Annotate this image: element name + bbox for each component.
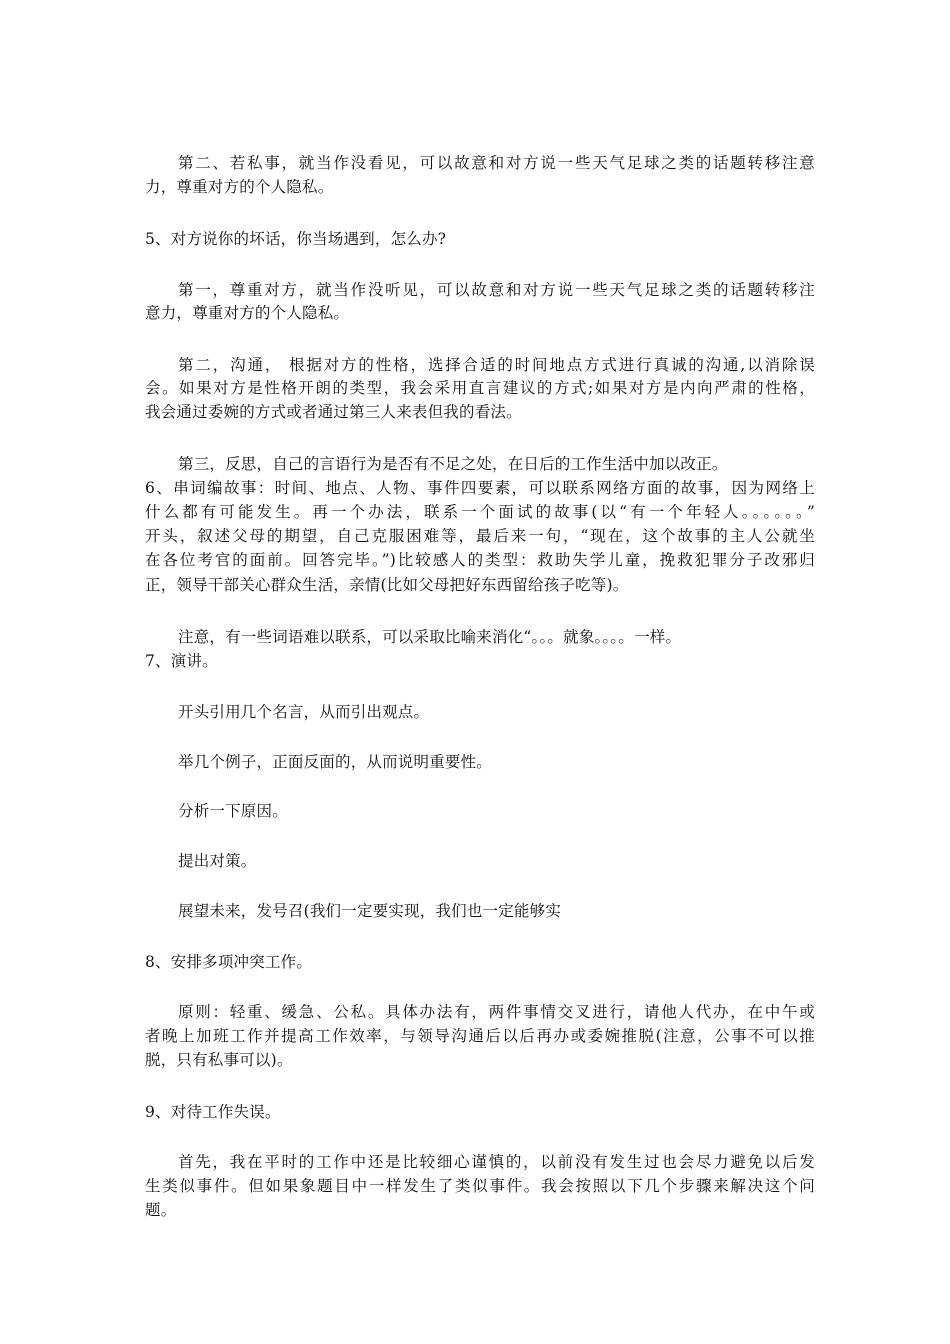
paragraph-line: 我会通过委婉的方式或者通过第三人来表但我的看法。 — [145, 403, 522, 421]
question-heading: 6、串词编故事：时间、地点、人物、事件四要素，可以联系网络方面的故事，因为网络上 — [145, 479, 815, 497]
question-heading: 5、对方说你的坏话，你当场遇到，怎么办? — [145, 230, 447, 248]
paragraph-line: 分析一下原因。 — [178, 802, 288, 820]
paragraph-line: 生类似事件。但如果象题目中一样发生了类似事件。我会按照以下几个步骤来解决这个问 — [145, 1177, 815, 1195]
paragraph-line: 什么都有可能发生。再一个办法，联系一个面试的故事(以“有一个年轻人。。。。。。” — [145, 503, 815, 521]
paragraph-line: 正，领导干部关心群众生活，亲情(比如父母把好东西留给孩子吃等)。 — [145, 576, 629, 594]
question-heading: 8、安排多项冲突工作。 — [145, 953, 313, 971]
paragraph-line: 在各位考官的面前。回答完毕。”)比较感人的类型：救助失学儿童，挽救犯罪分子改邪归 — [145, 551, 815, 569]
paragraph-line: 提出对策。 — [178, 852, 257, 870]
paragraph-line: 开头引用几个名言，从而引出观点。 — [178, 703, 430, 721]
paragraph-line: 意力，尊重对方的个人隐私。 — [145, 304, 350, 322]
paragraph-line: 力，尊重对方的个人隐私。 — [145, 178, 334, 196]
paragraph-line: 会。如果对方是性格开朗的类型，我会采用直言建议的方式;如果对方是内向严肃的性格， — [145, 379, 815, 397]
paragraph-line: 展望未来，发号召(我们一定要实现，我们也一定能够实 — [178, 902, 562, 920]
paragraph-line: 脱，只有私事可以)。 — [145, 1051, 293, 1069]
paragraph-line: 注意，有一些词语难以联系，可以采取比喻来消化“。。。就象。。。。一样。 — [178, 628, 682, 646]
paragraph-line: 首先，我在平时的工作中还是比较细心谨慎的，以前没有发生过也会尽力避免以后发 — [178, 1153, 815, 1171]
paragraph-line: 开头，叙述父母的期望，自己克服困难等，最后来一句，“现在，这个故事的主人公就坐 — [145, 527, 815, 545]
paragraph-line: 第二，沟通， 根据对方的性格，选择合适的时间地点方式进行真诚的沟通,以消除误 — [178, 356, 815, 374]
paragraph-line: 第一，尊重对方，就当作没听见，可以故意和对方说一些天气足球之类的话题转移注 — [178, 281, 815, 299]
question-heading: 9、对待工作失误。 — [145, 1103, 281, 1121]
question-heading: 7、演讲。 — [145, 652, 218, 670]
paragraph-line: 原则：轻重、缓急、公私。具体办法有，两件事情交叉进行，请他人代办，在中午或 — [178, 1003, 815, 1021]
paragraph-line: 举几个例子，正面反面的，从而说明重要性。 — [178, 753, 493, 771]
paragraph-line: 第二、若私事，就当作没看见，可以故意和对方说一些天气足球之类的话题转移注意 — [178, 154, 815, 172]
paragraph-line: 题。 — [145, 1201, 177, 1219]
paragraph-line: 第三，反思，自己的言语行为是否有不足之处，在日后的工作生活中加以改正。 — [178, 455, 728, 473]
paragraph-line: 者晚上加班工作并提高工作效率，与领导沟通后以后再办或委婉推脱(注意，公事不可以推 — [145, 1027, 815, 1045]
